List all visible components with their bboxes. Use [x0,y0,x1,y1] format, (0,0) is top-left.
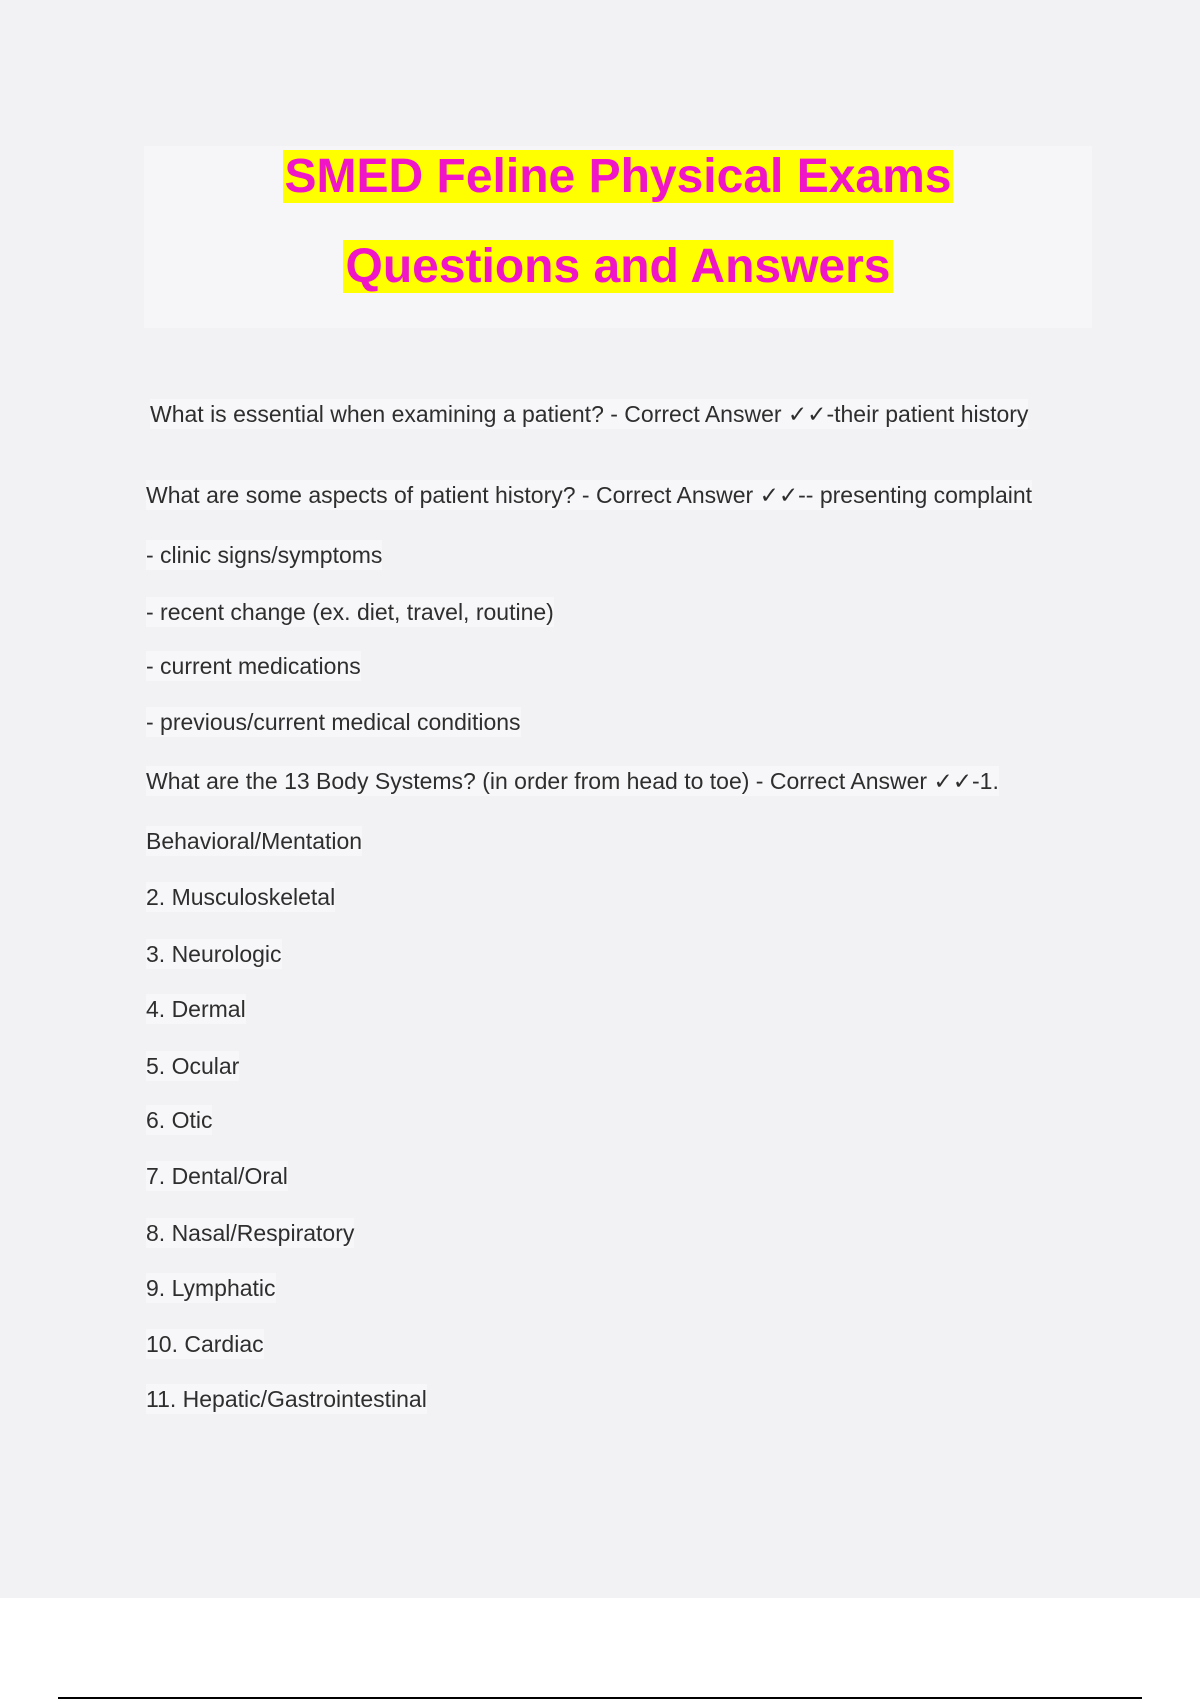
answer-line: - current medications [146,653,361,679]
answer-line: - previous/current medical conditions [146,709,521,735]
answer-line: 9. Lymphatic [146,1275,276,1301]
document-title-line-1 [144,146,1092,218]
answer-line: 10. Cardiac [146,1331,264,1357]
document-title-line-1-text: SMED Feline Physical Exams [284,150,952,203]
answer-line: 2. Musculoskeletal [146,884,336,910]
answer-line: 6. Otic [146,1107,213,1133]
answer-line: 5. Ocular [146,1053,240,1079]
answer-line: - recent change (ex. diet, travel, routine) [146,599,554,625]
question-line: What is essential when examining a patient? - Correct Answer ✓✓-their patient history [150,401,1029,427]
answer-line: 7. Dental/Oral [146,1163,288,1189]
answer-line: 11. Hepatic/Gastrointestinal [146,1386,427,1412]
document-title-line-2-text: Questions and Answers [345,240,891,293]
answer-line: Behavioral/Mentation [146,828,363,854]
document-title-line-2 [144,236,1092,308]
question-line: What are some aspects of patient history? - Correct Answer ✓✓-- presenting complaint [146,482,1033,508]
answer-line: 8. Nasal/Respiratory [146,1220,355,1246]
answer-line: - clinic signs/symptoms [146,542,383,568]
page-divider [58,1697,1142,1699]
answer-line: 4. Dermal [146,996,246,1022]
question-line: What are the 13 Body Systems? (in order from head to toe) - Correct Answer ✓✓-1. [146,768,999,794]
answer-line: 3. Neurologic [146,941,282,967]
title-block [144,146,1092,328]
